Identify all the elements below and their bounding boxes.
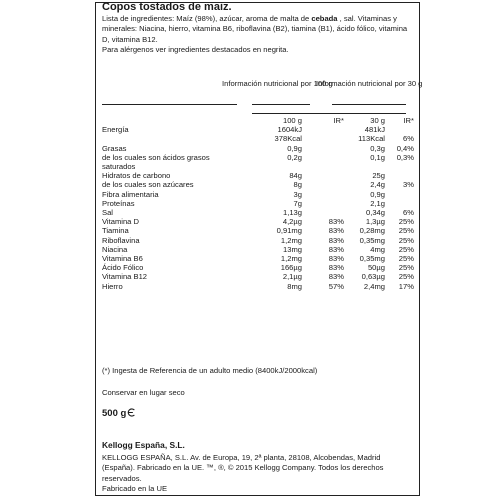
value-per-100g bbox=[244, 162, 302, 171]
nutrient-label: Hierro bbox=[102, 281, 123, 291]
value-per-100g: 0,9g bbox=[287, 143, 302, 153]
ri-per-100g bbox=[302, 144, 344, 153]
divider bbox=[332, 104, 406, 105]
value-per-30g: 0,35mg bbox=[359, 254, 385, 264]
value-per-30g: 4mg bbox=[370, 244, 385, 254]
nutrition-table-body bbox=[102, 116, 414, 291]
made-in: Fabricado en la UE bbox=[102, 484, 168, 493]
nutrition-row bbox=[102, 171, 414, 180]
ri-per-100g: 83% bbox=[328, 263, 344, 273]
nutrient-label: Riboflavina bbox=[102, 235, 140, 245]
header-per-100g: Información nutricional por 100 g bbox=[222, 79, 333, 88]
product-title: Copos tostados de maiz. bbox=[102, 1, 232, 13]
ri-per-30g: 6% bbox=[403, 134, 414, 144]
nutrient-label: de los cuales son azúcares bbox=[102, 180, 194, 190]
divider bbox=[102, 104, 237, 105]
ri-per-100g: 83% bbox=[328, 272, 344, 282]
ingredients-list bbox=[102, 14, 414, 45]
nutrition-row bbox=[102, 199, 414, 208]
nutrition-row bbox=[102, 226, 414, 235]
ri-per-30g: 25% bbox=[398, 235, 414, 245]
reference-note: (*) Ingesta de Referencia de un adulto medio (8400kJ/2000kcal) bbox=[102, 366, 318, 375]
divider bbox=[252, 113, 406, 114]
value-per-100g: 84g bbox=[289, 171, 302, 181]
value-per-30g: 1,3µg bbox=[365, 217, 385, 227]
value-per-100g: 8g bbox=[293, 180, 302, 190]
nutrition-row bbox=[102, 217, 414, 226]
ri-per-30g: IR* bbox=[403, 116, 414, 125]
ri-per-30g: 25% bbox=[398, 272, 414, 282]
nutrient-label: Ácido Fólico bbox=[102, 263, 144, 273]
value-per-100g: 4,2µg bbox=[282, 217, 302, 227]
value-per-100g: 1604kJ bbox=[277, 125, 302, 135]
allergen-highlight: cebada bbox=[311, 14, 338, 23]
ri-per-30g: 0,4% bbox=[396, 143, 414, 153]
ri-per-30g: 0,3% bbox=[396, 152, 414, 162]
ri-per-100g bbox=[302, 125, 344, 134]
allergen-note: Para alérgenos ver ingredientes destacados en negrita. bbox=[102, 45, 289, 54]
ri-per-30g bbox=[385, 199, 414, 208]
ri-per-30g bbox=[385, 125, 414, 134]
storage-instructions: Conservar en lugar seco bbox=[102, 388, 185, 397]
value-per-100g: 8mg bbox=[287, 281, 302, 291]
value-per-100g: 1,13g bbox=[282, 208, 302, 218]
ri-per-100g bbox=[302, 162, 344, 171]
ri-per-100g: 83% bbox=[328, 244, 344, 254]
ri-per-30g: 25% bbox=[398, 263, 414, 273]
nutrition-row bbox=[102, 144, 414, 153]
nutrient-label: saturados bbox=[102, 162, 136, 172]
divider bbox=[252, 104, 310, 105]
value-per-30g: 0,3g bbox=[370, 143, 385, 153]
ri-per-100g: 83% bbox=[328, 226, 344, 236]
value-per-30g: 30 g bbox=[370, 116, 385, 125]
ri-per-30g bbox=[385, 162, 414, 171]
ri-per-100g: 83% bbox=[328, 254, 344, 264]
nutrition-row bbox=[102, 236, 414, 245]
value-per-100g: 1,2mg bbox=[280, 254, 302, 264]
value-per-30g: 0,9g bbox=[370, 189, 385, 199]
nutrient-label bbox=[102, 134, 244, 143]
ri-per-100g bbox=[302, 134, 344, 143]
nutrient-label: Grasas bbox=[102, 143, 127, 153]
value-per-100g: 166µg bbox=[280, 263, 302, 273]
nutrition-row bbox=[102, 245, 414, 254]
nutrient-label: Energía bbox=[102, 125, 129, 135]
ri-per-100g bbox=[302, 199, 344, 208]
value-per-100g: 0,2g bbox=[287, 152, 302, 162]
ri-per-100g bbox=[302, 153, 344, 162]
value-per-100g: 100 g bbox=[282, 116, 302, 125]
value-per-30g: 0,28mg bbox=[359, 226, 385, 236]
ingredients-text: Lista de ingredientes: Maíz (98%), azúcar, aroma de malta de bbox=[102, 14, 312, 23]
ri-per-30g: 17% bbox=[398, 281, 414, 291]
value-per-30g: 25g bbox=[372, 171, 385, 181]
nutrient-label: Hidratos de carbono bbox=[102, 171, 171, 181]
nutrient-label: Proteínas bbox=[102, 198, 135, 208]
value-per-100g: 7g bbox=[293, 198, 302, 208]
ri-per-30g: 25% bbox=[398, 244, 414, 254]
nutrient-label: Niacina bbox=[102, 244, 128, 254]
value-per-30g bbox=[344, 162, 385, 171]
nutrition-row bbox=[102, 153, 414, 162]
nutrition-row bbox=[102, 208, 414, 217]
net-weight-value: 500 g bbox=[102, 408, 127, 419]
value-per-30g: 0,63µg bbox=[361, 272, 385, 282]
value-per-100g: 0,91mg bbox=[276, 226, 302, 236]
nutrient-label: Vitamina D bbox=[102, 217, 140, 227]
value-per-100g: 1,2mg bbox=[280, 235, 302, 245]
value-per-30g: 0,35mg bbox=[359, 235, 385, 245]
company-address: KELLOGG ESPAÑA, S.L. Av. de Europa, 19, 2ª planta, 28108, Alcobendas, Madrid (España). Fabricado en la UE. ™, ®, © 2015 Kellogg Company. Todos los derechos reservados. bbox=[102, 453, 384, 483]
value-per-30g: 50µg bbox=[367, 263, 385, 273]
ri-per-100g: IR* bbox=[333, 116, 344, 125]
nutrient-label: Tiamina bbox=[102, 226, 129, 236]
nutrition-row bbox=[102, 162, 414, 171]
ri-per-30g: 25% bbox=[398, 226, 414, 236]
nutrient-label: Fibra alimentaria bbox=[102, 189, 159, 199]
value-per-30g: 0,1g bbox=[370, 152, 385, 162]
ri-per-100g bbox=[302, 171, 344, 180]
nutrition-table bbox=[102, 116, 414, 291]
nutrition-row bbox=[102, 263, 414, 272]
ri-per-100g bbox=[302, 180, 344, 189]
ri-per-30g: 25% bbox=[398, 254, 414, 264]
ri-per-100g bbox=[302, 208, 344, 217]
nutrition-row bbox=[102, 116, 414, 125]
ri-per-30g: 25% bbox=[398, 217, 414, 227]
value-per-100g: 13mg bbox=[283, 244, 302, 254]
value-per-30g: 113Kcal bbox=[358, 134, 385, 144]
nutrient-label: Vitamina B6 bbox=[102, 254, 143, 264]
value-per-30g: 481kJ bbox=[364, 125, 385, 135]
value-per-100g: 2,1µg bbox=[282, 272, 302, 282]
nutrition-row bbox=[102, 125, 414, 134]
value-per-100g: 378Kcal bbox=[274, 134, 302, 144]
ingredients-text-rest: , sal. Vitaminas y minerales: Niacina, hierro, vitamina B6, riboflavina (B2), tiamina (B1), ácido fólico, vitamina D, vitamina B12. bbox=[102, 14, 408, 44]
company-name: Kellogg España, S.L. bbox=[102, 440, 185, 450]
nutrient-label: de los cuales son ácidos grasos bbox=[102, 152, 210, 162]
value-per-100g: 3g bbox=[293, 189, 302, 199]
ri-per-100g: 57% bbox=[328, 281, 344, 291]
nutrition-row bbox=[102, 180, 414, 189]
nutrition-row bbox=[102, 190, 414, 199]
ri-per-30g bbox=[385, 190, 414, 199]
nutrition-row bbox=[102, 272, 414, 281]
ri-per-30g: 6% bbox=[403, 208, 414, 218]
value-per-30g: 0,34g bbox=[365, 208, 385, 218]
nutrient-label bbox=[102, 116, 244, 125]
nutrition-row bbox=[102, 134, 414, 143]
nutrition-row bbox=[102, 282, 414, 291]
nutrient-label: Sal bbox=[102, 208, 113, 218]
ri-per-100g: 83% bbox=[328, 217, 344, 227]
value-per-30g: 2,4mg bbox=[363, 281, 385, 291]
e-mark-icon bbox=[127, 408, 136, 417]
nutrient-label: Vitamina B12 bbox=[102, 272, 148, 282]
value-per-30g: 2,4g bbox=[370, 180, 385, 190]
value-per-30g: 2,1g bbox=[370, 198, 385, 208]
header-per-30g: Información nutricional por 30 g bbox=[316, 79, 423, 88]
net-weight bbox=[102, 408, 136, 419]
ri-per-30g: 3% bbox=[403, 180, 414, 190]
ri-per-100g: 83% bbox=[328, 235, 344, 245]
ri-per-100g bbox=[302, 190, 344, 199]
nutrition-row bbox=[102, 254, 414, 263]
ri-per-30g bbox=[385, 171, 414, 180]
